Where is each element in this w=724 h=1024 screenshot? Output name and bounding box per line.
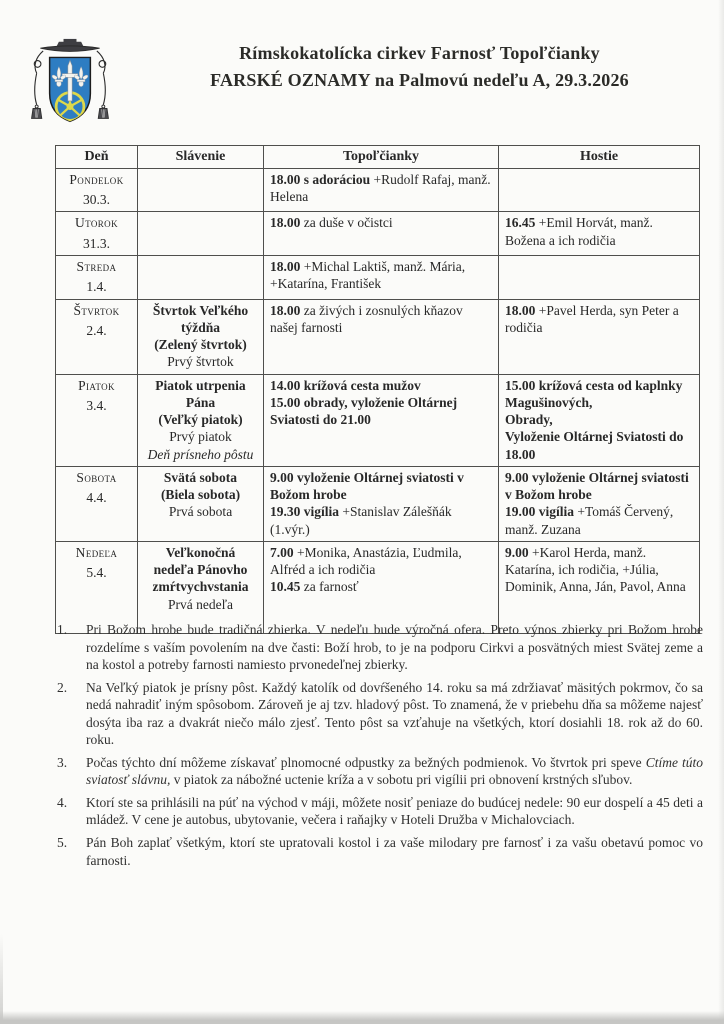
document-title: FARSKÉ OZNAMY na Palmovú nedeľu A, 29.3.2026 bbox=[210, 70, 629, 90]
day-name: Štvrtok bbox=[73, 302, 120, 318]
announcement-number: 5. bbox=[57, 835, 68, 851]
cell-line bbox=[144, 596, 257, 613]
table-header-row bbox=[56, 146, 700, 169]
day-cell bbox=[56, 168, 138, 212]
scan-edge-right bbox=[718, 0, 724, 1024]
day-name: Sobota bbox=[76, 469, 117, 485]
text-segment: 7.00 bbox=[270, 544, 294, 560]
text-segment: 18.00 bbox=[270, 258, 301, 274]
topolcianky-cell bbox=[264, 255, 499, 299]
celebration-cell bbox=[138, 212, 264, 256]
announcement-item bbox=[57, 679, 703, 749]
text-segment: 19.30 vigília bbox=[270, 504, 340, 520]
celebration-cell bbox=[138, 255, 264, 299]
celebration-cell bbox=[138, 168, 264, 212]
announcement-item bbox=[57, 794, 703, 829]
day-name: Nedeľa bbox=[75, 544, 118, 560]
cell-line bbox=[505, 302, 693, 337]
text-segment: 9.00 vyloženie Oltárnej sviatosti v Božom hrobe bbox=[270, 469, 464, 503]
announcement-text bbox=[86, 621, 703, 674]
cell-line bbox=[270, 394, 492, 429]
column-header: Slávenie bbox=[138, 146, 264, 169]
text-segment: za farnosť bbox=[300, 579, 359, 595]
text-segment: 18.00 bbox=[505, 302, 536, 318]
hostie-cell bbox=[499, 168, 700, 212]
table-row bbox=[56, 541, 700, 633]
topolcianky-cell bbox=[264, 466, 499, 541]
text-segment: 9.00 bbox=[505, 544, 529, 560]
celebration-cell bbox=[138, 374, 264, 466]
celebration-cell bbox=[138, 541, 264, 633]
text-segment: Obrady, bbox=[505, 412, 553, 428]
table-row bbox=[56, 255, 700, 299]
parish-coat-of-arms bbox=[28, 38, 112, 138]
text-segment: (Veľký piatok) bbox=[158, 412, 243, 428]
announcement-text bbox=[86, 679, 703, 749]
text-segment: 18.00 bbox=[270, 215, 301, 231]
day-date: 1.4. bbox=[86, 279, 107, 295]
text-segment: Deň prísneho pôstu bbox=[147, 446, 254, 462]
text-segment: Veľkonočná nedeľa Pánovho zmŕtvychvstania bbox=[152, 544, 249, 595]
day-cell bbox=[56, 299, 138, 374]
celebration-cell bbox=[138, 466, 264, 541]
topolcianky-cell bbox=[264, 212, 499, 256]
day-date: 30.3. bbox=[83, 192, 110, 208]
cell-line bbox=[505, 214, 693, 249]
text-segment: Vyloženie Oltárnej Sviatosti do 18.00 bbox=[505, 429, 684, 462]
column-header: Deň bbox=[56, 146, 138, 169]
announcements-list bbox=[57, 621, 703, 874]
day-date: 4.4. bbox=[86, 490, 107, 506]
text-segment: Prvý štvrtok bbox=[167, 354, 234, 370]
table-row bbox=[56, 374, 700, 466]
cell-line bbox=[144, 544, 257, 596]
cell-line bbox=[144, 336, 257, 353]
text-segment: 10.45 bbox=[270, 579, 301, 595]
text-segment: Ctíme túto sviatosť slávnu, bbox=[86, 754, 703, 788]
announcement-item bbox=[57, 754, 703, 789]
day-cell bbox=[56, 255, 138, 299]
announcement-number: 3. bbox=[57, 754, 68, 770]
announcement-text bbox=[86, 834, 703, 869]
cell-line bbox=[505, 544, 693, 596]
cell-line bbox=[505, 469, 693, 504]
announcement-item bbox=[57, 621, 703, 674]
text-segment: +Stanislav Zálešňák (1.výr.) bbox=[270, 504, 452, 537]
hostie-cell bbox=[499, 299, 700, 374]
day-cell bbox=[56, 466, 138, 541]
text-segment: Na Veľký piatok je prísny pôst. Každý katolík od dovŕšeného 14. roku sa má zdržiavať mäsitých pokrmov, čo sa nedá nahradiť iným spôsobom. Zároveň je aj tzv. hladový pôst. To znamená, že v priebehu dňa sa môžeme najesť dosýta iba raz a dvakrát niečo málo zjesť. Tento pôst sa vzťahuje na všetkých, ktorí dosiahli 18. rok až do 60. roku. bbox=[86, 679, 703, 748]
cell-line bbox=[144, 446, 257, 463]
text-segment: Prvá sobota bbox=[168, 504, 233, 520]
table-row bbox=[56, 299, 700, 374]
text-segment: Štvrtok Veľkého týždňa bbox=[152, 302, 249, 335]
document-header bbox=[0, 36, 724, 136]
text-segment: za živých i zosnulých kňazov našej farnosti bbox=[270, 302, 463, 335]
day-name: Pondelok bbox=[69, 171, 124, 187]
text-segment: +Michal Laktiš, manž. Mária, +Katarína, František bbox=[270, 258, 466, 292]
cell-line bbox=[270, 469, 492, 504]
cell-line bbox=[270, 503, 492, 538]
announcement-text bbox=[86, 794, 703, 829]
day-name: Streda bbox=[76, 258, 117, 274]
cell-line bbox=[270, 171, 492, 206]
celebration-cell bbox=[138, 299, 264, 374]
scan-edge-bottom bbox=[0, 1011, 724, 1024]
text-segment: +Tomáš Červený, manž. Zuzana bbox=[505, 504, 674, 537]
topolcianky-cell bbox=[264, 374, 499, 466]
cell-line bbox=[144, 353, 257, 370]
hostie-cell bbox=[499, 541, 700, 633]
cell-line bbox=[144, 411, 257, 428]
tassel-left-icon bbox=[31, 105, 41, 119]
text-segment: 15.00 krížová cesta od kaplnky Magušinových, bbox=[505, 377, 683, 410]
cell-line bbox=[505, 377, 693, 412]
text-segment: +Karol Herda, manž. Katarína, ich rodičia, +Júlia, Dominik, Anna, Ján, Pavol, Anna bbox=[505, 544, 686, 595]
text-segment: Prvý piatok bbox=[169, 429, 232, 445]
text-segment: +Emil Horvát, manž. Božena a ich rodičia bbox=[505, 215, 653, 248]
text-segment: Piatok utrpenia Pána bbox=[155, 377, 246, 410]
table-row bbox=[56, 212, 700, 256]
cell-line bbox=[270, 214, 492, 231]
announcement-number: 2. bbox=[57, 679, 68, 695]
day-date: 31.3. bbox=[83, 235, 110, 251]
day-date: 2.4. bbox=[86, 322, 107, 338]
text-segment: Svätá sobota bbox=[163, 469, 238, 485]
cell-line bbox=[505, 428, 693, 463]
cell-line bbox=[270, 302, 492, 337]
text-segment: v piatok za nábožné uctenie kríža a v sobotu pri vigílii pri obnovení krstných sľubov. bbox=[170, 772, 633, 788]
text-segment: +Monika, Anastázia, Ľudmila, Alfréd a ich rodičia bbox=[270, 544, 462, 578]
announcement-text bbox=[86, 754, 703, 789]
text-segment: Ktorí ste sa prihlásili na púť na východ v máji, môžete nosiť peniaze do budúcej nedele: 90 eur dospelí a 45 deti a mládež. V cene je autobus, ubytovanie, večera i raňajky v Hoteli Družba v Michalovciach. bbox=[86, 794, 703, 828]
text-segment: 19.00 vigília bbox=[505, 504, 575, 520]
title-block bbox=[115, 40, 724, 94]
text-segment: 9.00 vyloženie Oltárnej sviatosti v Božom hrobe bbox=[505, 469, 689, 503]
hostie-cell bbox=[499, 255, 700, 299]
text-segment: 14.00 krížová cesta mužov bbox=[270, 377, 421, 393]
column-header: Topoľčianky bbox=[264, 146, 499, 169]
cell-line bbox=[144, 428, 257, 445]
text-segment: Pri Božom hrobe bude tradičná zbierka. V nedeľu bude výročná ofera. Preto výnos zbierky pri Božom hrobe rozdelíme s vaším povolením na dve časti: Boží hrob, to je na podporu Cirkvi a posvätných miest Svätej zeme a na kostol a potreby farnosti namiesto prvonedeľnej zbierky. bbox=[86, 622, 703, 673]
hostie-cell bbox=[499, 374, 700, 466]
tassel-right-icon bbox=[98, 105, 108, 119]
cord-right-icon bbox=[97, 51, 106, 105]
cell-line bbox=[144, 486, 257, 503]
text-segment: Počas týchto dní môžeme získavať plnomocné odpustky za bežných podmienok. Vo štvrtok pri speve bbox=[86, 754, 646, 770]
text-segment: +Pavel Herda, syn Peter a rodičia bbox=[505, 302, 679, 335]
cell-line bbox=[144, 302, 257, 337]
cell-line bbox=[270, 377, 492, 394]
day-name: Utorok bbox=[75, 215, 118, 231]
text-segment: Prvá nedeľa bbox=[167, 596, 234, 612]
hostie-cell bbox=[499, 212, 700, 256]
announcement-number: 1. bbox=[57, 622, 68, 637]
cell-line bbox=[505, 503, 693, 538]
text-segment: 16.45 bbox=[505, 215, 536, 231]
text-segment: (Zelený štvrtok) bbox=[154, 337, 247, 353]
cell-line bbox=[270, 544, 492, 579]
day-date: 5.4. bbox=[86, 565, 107, 581]
text-segment: (Biela sobota) bbox=[160, 487, 241, 503]
day-cell bbox=[56, 541, 138, 633]
topolcianky-cell bbox=[264, 168, 499, 212]
text-segment: za duše v očistci bbox=[300, 215, 393, 231]
cell-line bbox=[505, 411, 693, 428]
table-row bbox=[56, 168, 700, 212]
cord-left-icon bbox=[34, 51, 43, 105]
text-segment: 15.00 obrady, vyloženie Oltárnej Sviatosti do 21.00 bbox=[270, 394, 458, 428]
day-cell bbox=[56, 374, 138, 466]
organization-title: Rímskokatolícka cirkev Farnosť Topoľčianky bbox=[239, 43, 600, 63]
day-date: 3.4. bbox=[86, 397, 107, 413]
text-segment: 18.00 s adoráciou bbox=[270, 171, 371, 187]
bishop-crest-icon bbox=[28, 38, 112, 138]
cell-line bbox=[144, 503, 257, 520]
cell-line bbox=[144, 469, 257, 486]
topolcianky-cell bbox=[264, 299, 499, 374]
text-segment: Pán Boh zaplať všetkým, ktorí ste upratovali kostol i za vaše milodary pre farnosť i za vašu obetavú pomoc vo farnosti. bbox=[86, 835, 703, 868]
table-row bbox=[56, 466, 700, 541]
column-header: Hostie bbox=[499, 146, 700, 169]
day-cell bbox=[56, 212, 138, 256]
day-name: Piatok bbox=[78, 377, 115, 393]
announcement-item bbox=[57, 834, 703, 869]
text-segment: +Rudolf Rafaj, manž. Helena bbox=[270, 171, 491, 205]
cell-line bbox=[270, 258, 492, 293]
text-segment: 18.00 bbox=[270, 302, 301, 318]
topolcianky-cell bbox=[264, 541, 499, 633]
cell-line bbox=[144, 377, 257, 412]
announcement-number: 4. bbox=[57, 794, 68, 810]
mass-schedule-table bbox=[55, 145, 700, 634]
cell-line bbox=[270, 578, 492, 595]
galero-hat-icon bbox=[40, 39, 99, 52]
hostie-cell bbox=[499, 466, 700, 541]
